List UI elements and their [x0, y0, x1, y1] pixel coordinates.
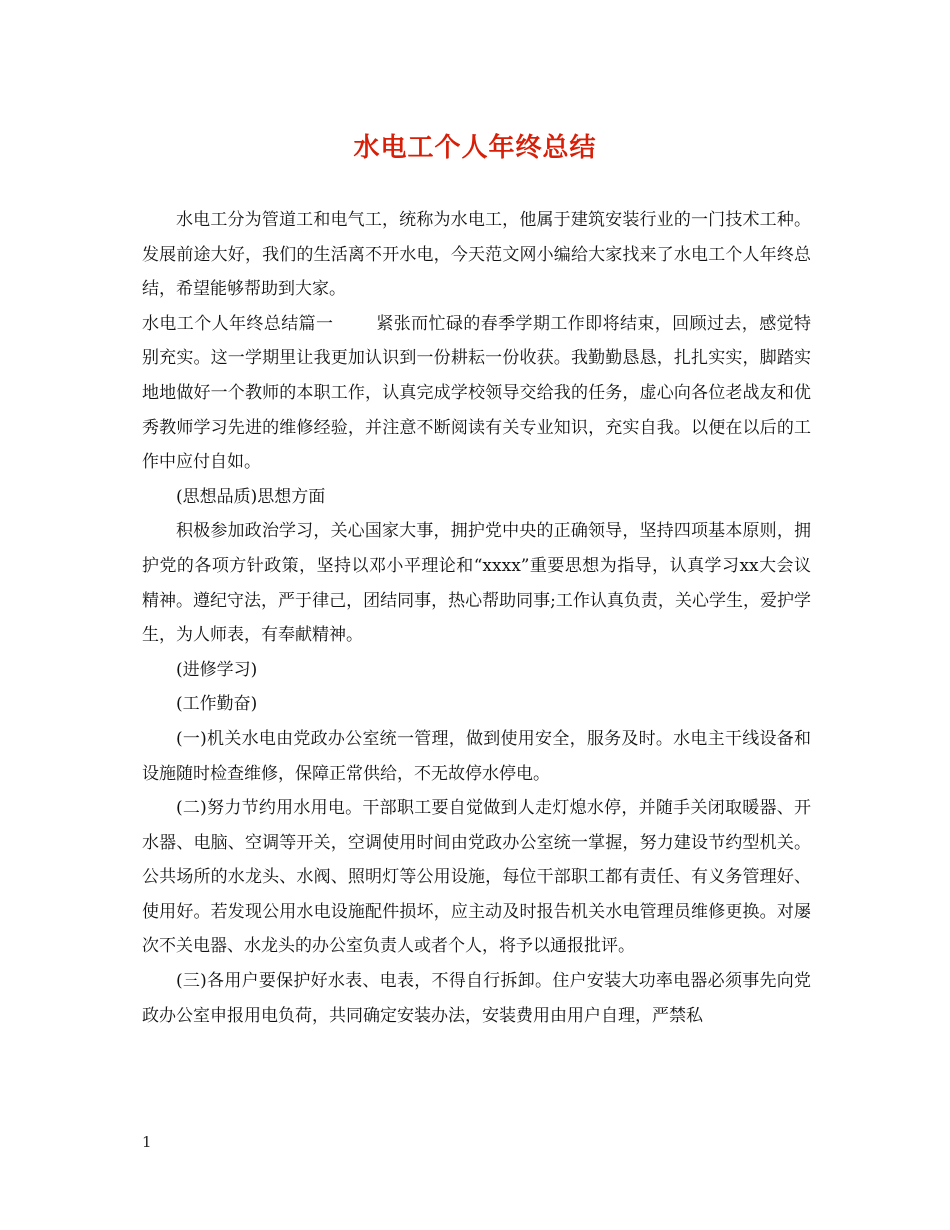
section-body: 紧张而忙碌的春季学期工作即将结束，回顾过去，感觉特别充实。这一学期里让我更加认识到一份耕耘一份收获。我勤勤恳恳，扎扎实实，脚踏实地地做好一个教师的本职工作，认真完成学校领导交给我的任务，虚心向各位老战友和优秀教师学习先进的维修经验，并注意不断阅读有关专业知识，充实自我。以便在以后的工作中应付自如。 — [142, 313, 812, 473]
list-item-3: (三)各用户要保护好水表、电表，不得自行拆卸。住户安装大功率电器必须事先向党政办公室申报用电负荷，共同确定安装办法，安装费用由用户自理，严禁私 — [142, 971, 811, 1026]
heading-work: (工作勤奋) — [176, 694, 258, 715]
list-item-2: (二)努力节约用水用电。干部职工要自觉做到人走灯熄水停，并随手关闭取暖器、开水器、电脑、空调等开关，空调使用时间由党政办公室统一掌握，努力建设节约型机关。公共场所的水龙头、水阀、照明灯等公用设施，每位干部职工都有责任、有义务管理好、使用好。若发现公用水电设施配件损坏，应主动及时报告机关水电管理员维修更换。对屡次不关电器、水龙头的办公室负责人或者个人，将予以通报批评。 — [142, 798, 811, 957]
section-paragraph — [142, 307, 811, 480]
document-title: 水电工个人年终总结 — [353, 133, 597, 163]
page-number: 1 — [142, 1133, 152, 1151]
heading-thought: (思想品质)思想方面 — [176, 486, 326, 507]
heading-study: (进修学习) — [176, 659, 258, 680]
document-body — [142, 203, 811, 1033]
intro-paragraph: 水电工分为管道工和电气工，统称为水电工，他属于建筑安装行业的一门技术工种。发展前途大好，我们的生活离不开水电，今天范文网小编给大家找来了水电工个人年终总结，希望能够帮助到大家。 — [142, 210, 811, 300]
list-item-1: (一)机关水电由党政办公室统一管理，做到使用安全，服务及时。水电主干线设备和设施随时检查维修，保障正常供给，不无故停水停电。 — [142, 728, 811, 784]
paragraph-thought: 积极参加政治学习，关心国家大事，拥护党中央的正确领导，坚持四项基本原则，拥护党的各项方针政策，坚持以邓小平理论和“xxxx”重要思想为指导，认真学习xx大会议精神。遵纪守法，严于律己，团结同事，热心帮助同事;工作认真负责，关心学生，爱护学生，为人师表，有奉献精神。 — [142, 521, 811, 646]
section-heading: 水电工个人年终总结篇一 — [142, 313, 334, 334]
